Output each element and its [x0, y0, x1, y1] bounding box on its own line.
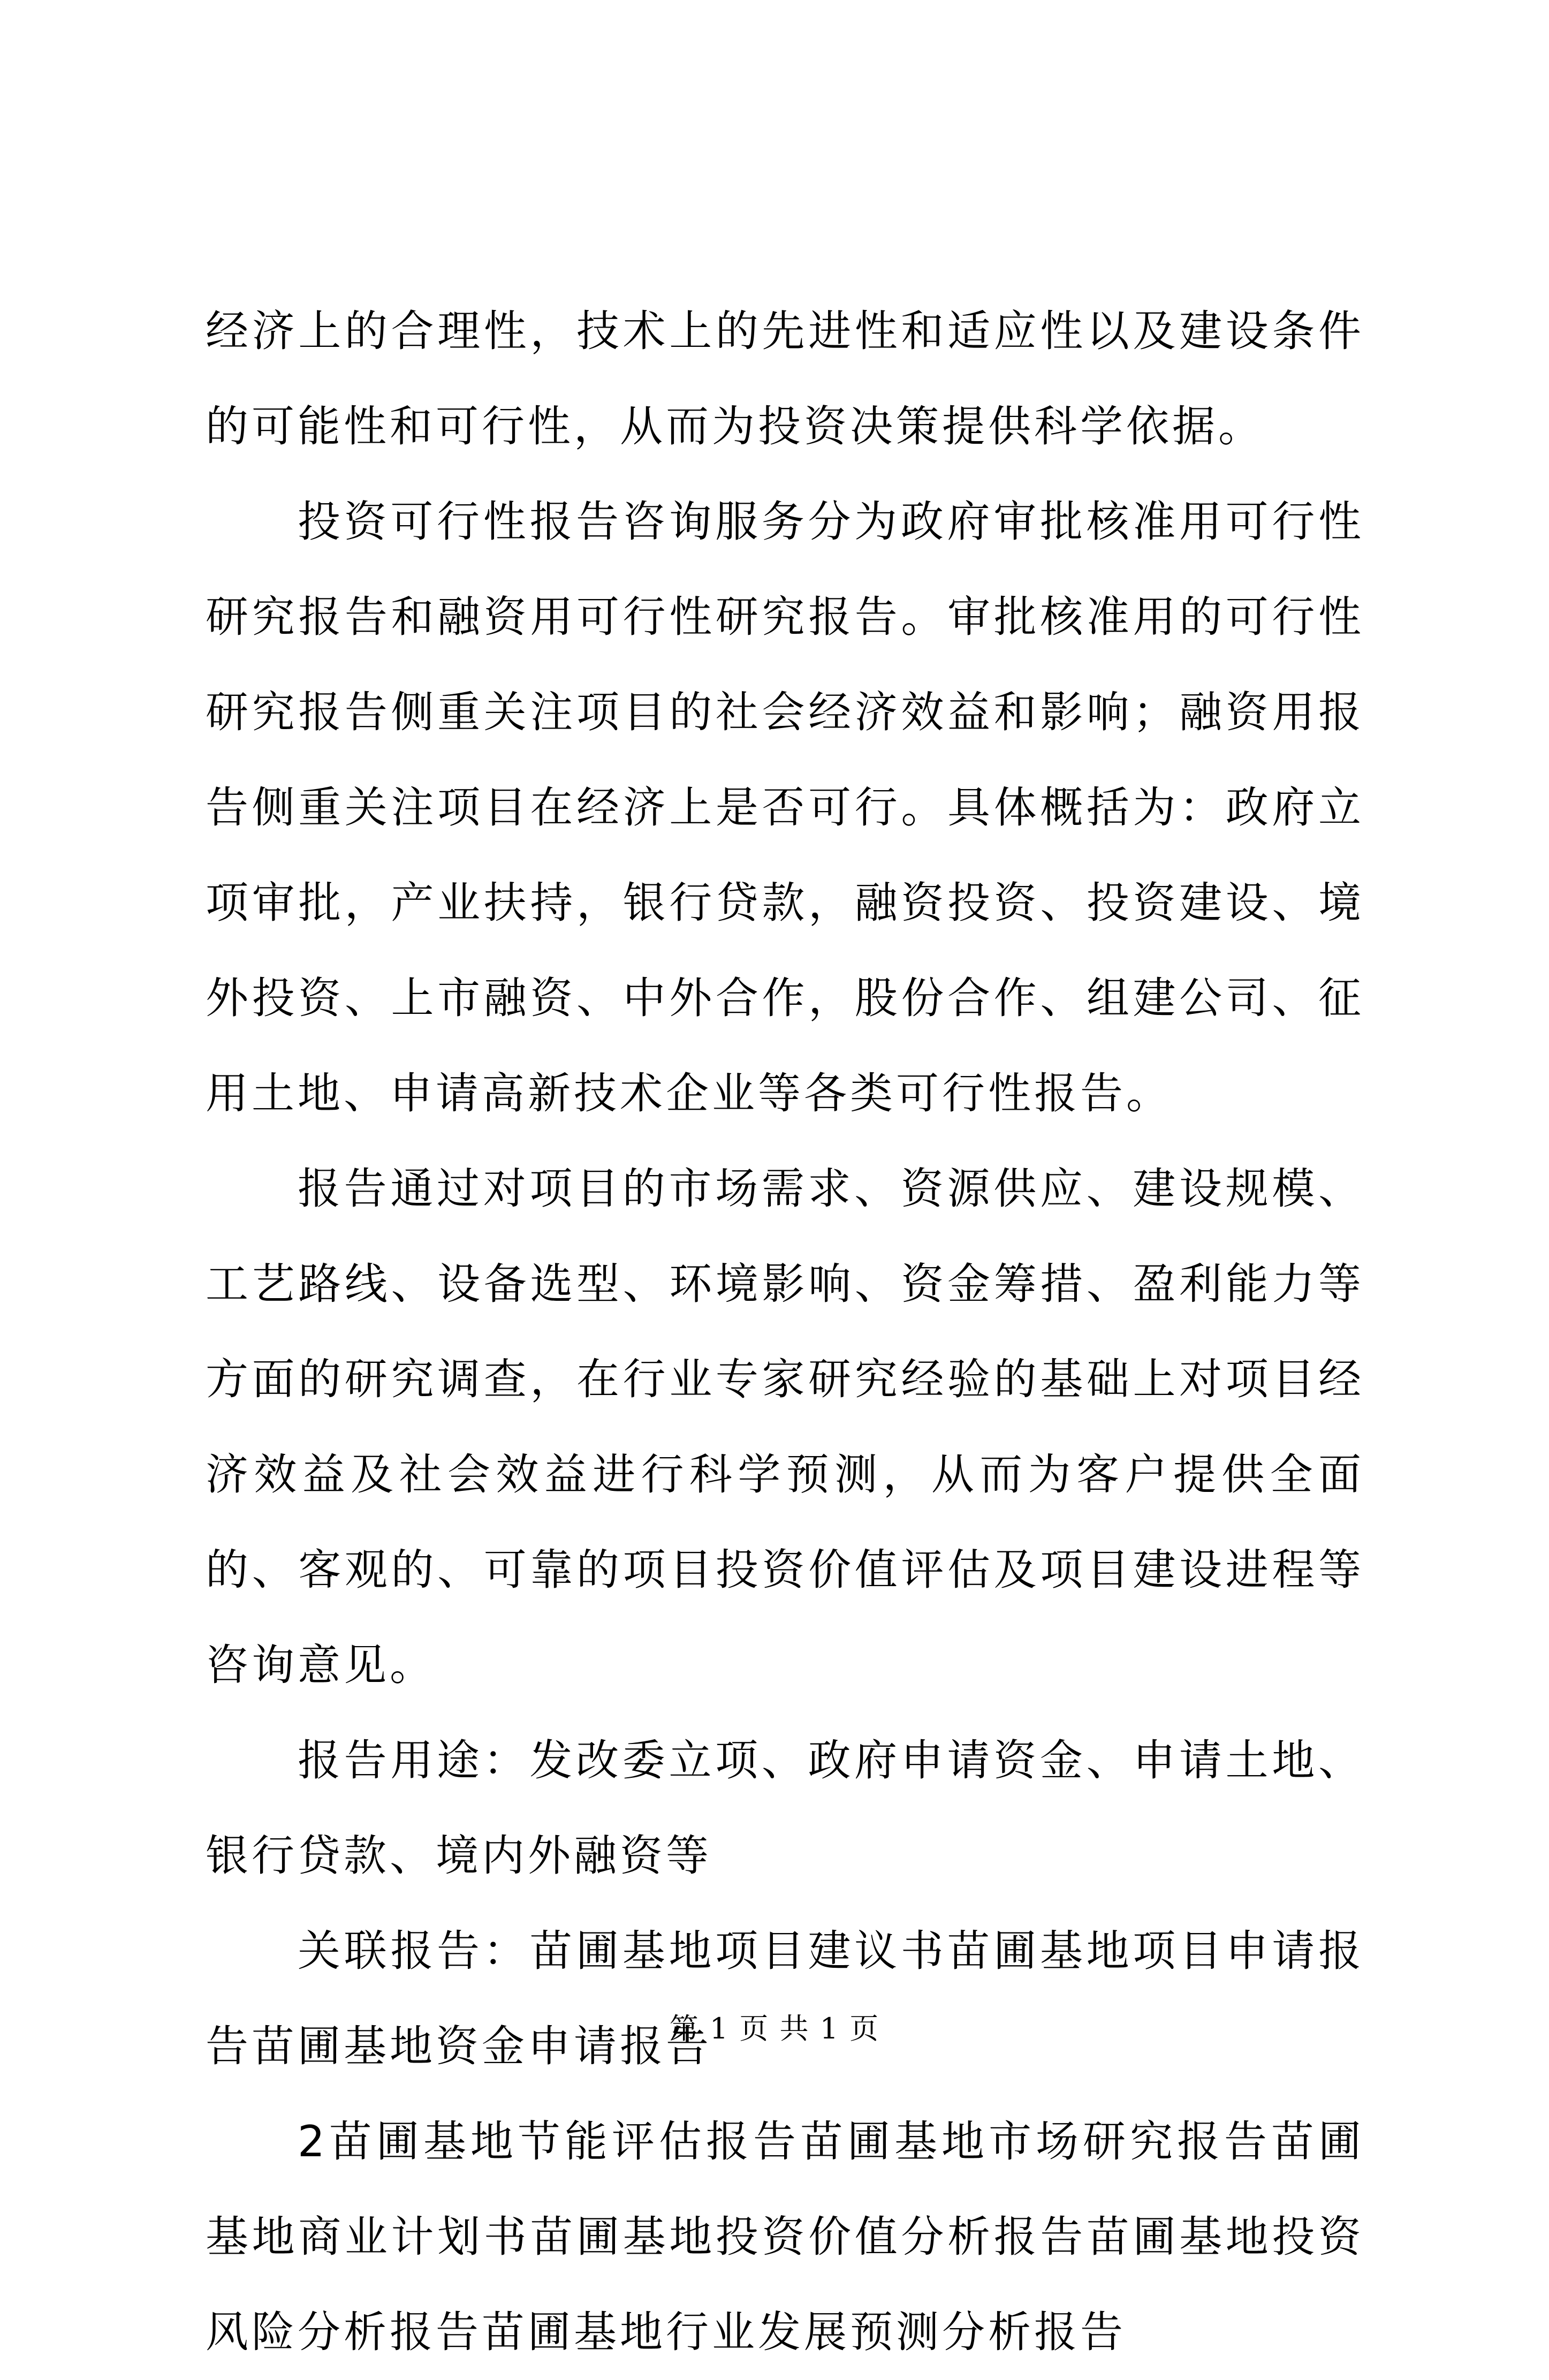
paragraph-4: 报告用途：发改委立项、政府申请资金、申请土地、银行贷款、境内外融资等 — [206, 1735, 1364, 1881]
paragraph-3: 报告通过对项目的市场需求、资源供应、建设规模、工艺路线、设备选型、环境影响、资金筹措、盈利能力等方面的研究调查，在行业专家研究经验的基础上对项目经济效益及社会效益进行科学预测，从而为客户提供全面的、客观的、可靠的项目投资价值评估及项目建设进程等咨询意见。 — [206, 1164, 1364, 1690]
paragraph-1: 经济上的合理性，技术上的先进性和适应性以及建设条件的可能性和可行性，从而为投资决策提供科学依据。 — [206, 306, 1364, 451]
document-body — [206, 284, 1364, 2380]
paragraph-5: 关联报告：苗圃基地项目建议书苗圃基地项目申请报告苗圃基地资金申请报告 — [206, 1926, 1364, 2071]
page-number-footer: 第 1 页 共 1 页 — [669, 2012, 880, 2045]
paragraph-2: 投资可行性报告咨询服务分为政府审批核准用可行性研究报告和融资用可行性研究报告。审批核准用的可行性研究报告侧重关注项目的社会经济效益和影响；融资用报告侧重关注项目在经济上是否可行。具体概括为：政府立项审批，产业扶持，银行贷款，融资投资、投资建设、境外投资、上市融资、中外合作，股份合作、组建公司、征用土地、申请高新技术企业等各类可行性报告。 — [206, 497, 1364, 1118]
paragraph-6: 2苗圃基地节能评估报告苗圃基地市场研究报告苗圃基地商业计划书苗圃基地投资价值分析报告苗圃基地投资风险分析报告苗圃基地行业发展预测分析报告 — [206, 2117, 1364, 2357]
